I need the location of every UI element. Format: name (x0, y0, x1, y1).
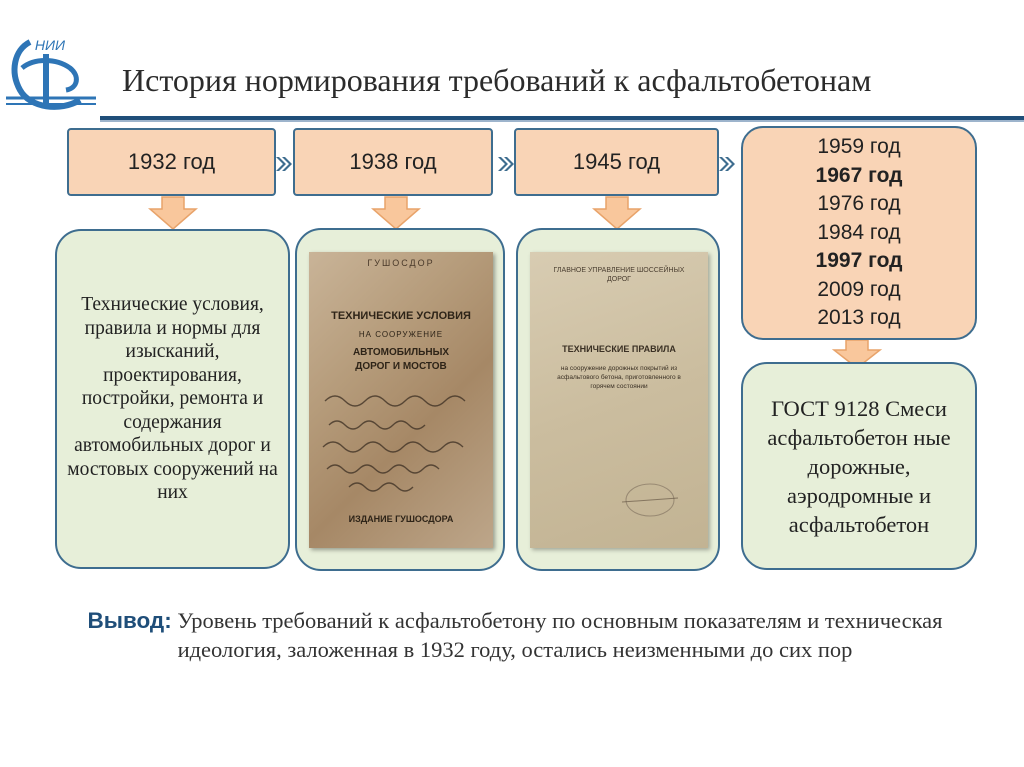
book-title-2: АВТОМОБИЛЬНЫХ ДОРОГ И МОСТОВ (352, 347, 450, 372)
doc-text-gost: ГОСТ 9128 Смеси асфальтобетон ные дорожные, аэродромные и асфальтобетон (767, 395, 951, 537)
year-label: 2009 год (817, 277, 901, 301)
year-box-1938 (293, 128, 493, 196)
page-title: История нормирования требований к асфальтобетонам (122, 62, 872, 98)
handwriting-scribble (319, 387, 483, 497)
year-label: 2013 год (817, 306, 901, 330)
conclusion-text: Уровень требований к асфальтобетону по основным показателям и техническая идеология, заложенная в 1932 году, остались неизменными до сих пор (171, 608, 943, 662)
doc-box-1938 (295, 228, 505, 571)
year-label: 1984 год (817, 220, 901, 244)
book-header: ГЛАВНОЕ УПРАВЛЕНИЕ ШОССЕЙНЫХ ДОРОГ (553, 267, 685, 283)
year-label: 1967 год (815, 163, 903, 187)
doc-box-gost (741, 362, 977, 570)
book-header: ГУШОСДОР (367, 258, 435, 268)
doc-box-1932 (55, 229, 290, 569)
book-cover-1938 (309, 252, 493, 548)
year-label: 1976 год (817, 192, 901, 216)
book-subtitle: на сооружение дорожных покрытий из асфальтового бетона, приготовленного в горячем состоянии (557, 365, 681, 390)
year-box-1932 (67, 128, 276, 196)
arrow-down-icon (150, 197, 196, 229)
book-subtitle: НА СООРУЖЕНИЕ (358, 330, 444, 339)
conclusion (60, 606, 970, 664)
year-label: 1938 год (349, 149, 437, 174)
arrow-down-icon (594, 197, 640, 229)
book-publisher: ИЗДАНИЕ ГУШОСДОРА (348, 514, 454, 524)
year-label: 1959 год (817, 135, 901, 159)
year-label: 1945 год (572, 149, 661, 174)
year-label: 1997 год (815, 249, 903, 273)
stamp-icon (620, 480, 680, 520)
conclusion-label: Вывод: (87, 608, 172, 633)
logo-text: НИИ (34, 37, 66, 53)
year-box-1945 (514, 128, 719, 196)
book-title: ТЕХНИЧЕСКИЕ ПРАВИЛА (562, 344, 676, 354)
book-cover-1945 (530, 252, 708, 548)
year-label: 1932 год (127, 149, 216, 174)
doc-box-1945 (516, 228, 720, 571)
book-title: ТЕХНИЧЕСКИЕ УСЛОВИЯ (331, 310, 471, 322)
arrow-down-icon (373, 197, 419, 229)
doc-text-1932: Технические условия, правила и нормы для изысканий, проектирования, постройки, ремонта и содержания автомобильных дорог и мостовых сооружений на них (67, 294, 278, 504)
year-box-later (741, 126, 977, 340)
